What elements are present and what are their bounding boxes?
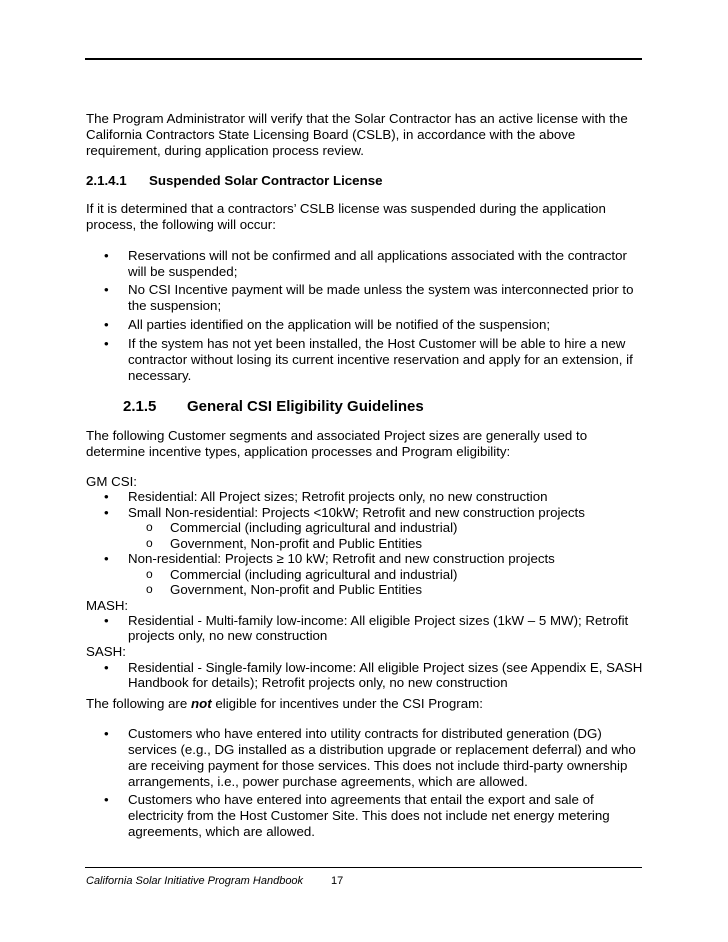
- section-title: Suspended Solar Contractor License: [149, 173, 383, 188]
- suspension-intro: If it is determined that a contractors’ CSLB license was suspended during the application process, the following will occur:: [86, 201, 606, 232]
- bullet-icon: •: [104, 336, 109, 351]
- bullet-icon: •: [104, 792, 109, 807]
- bullet-icon: •: [104, 505, 109, 520]
- page-footer: [86, 875, 344, 887]
- sash-label: SASH:: [86, 644, 126, 659]
- not-eligible-intro: The following are not eligible for incentives under the CSI Program:: [86, 696, 483, 711]
- bullet-icon: •: [104, 317, 109, 332]
- header-rule: [85, 58, 642, 60]
- intro-paragraph: The Program Administrator will verify that the Solar Contractor has an active license with the California Contractors State Licensing Board (CSLB), in accordance with the above requirement, during application process review.: [86, 111, 628, 158]
- page-number: 17: [331, 875, 344, 887]
- sub-bullet-icon: o: [146, 520, 153, 534]
- bullet-icon: •: [104, 613, 109, 628]
- sub-bullet-icon: o: [146, 582, 153, 596]
- sub-bullet-icon: o: [146, 536, 153, 550]
- gm-csi-label: GM CSI:: [86, 474, 137, 489]
- bullet-icon: •: [104, 551, 109, 566]
- section-title: General CSI Eligibility Guidelines: [187, 398, 424, 415]
- bullet-icon: •: [104, 248, 109, 263]
- section-number: 2.1.4.1: [86, 173, 127, 188]
- sub-bullet-icon: o: [146, 567, 153, 581]
- footer-rule: [85, 867, 642, 868]
- bullet-icon: •: [104, 489, 109, 504]
- footer-title: California Solar Initiative Program Handbook: [86, 875, 304, 887]
- section-number: 2.1.5: [123, 398, 157, 415]
- mash-label: MASH:: [86, 598, 129, 613]
- bullet-icon: •: [104, 726, 109, 741]
- bullet-icon: •: [104, 282, 109, 297]
- emphasis-not: not: [190, 696, 212, 711]
- bullet-icon: •: [104, 660, 109, 675]
- segments-intro: The following Customer segments and associated Project sizes are generally used to determine incentive types, application processes and Program eligibility:: [86, 428, 588, 459]
